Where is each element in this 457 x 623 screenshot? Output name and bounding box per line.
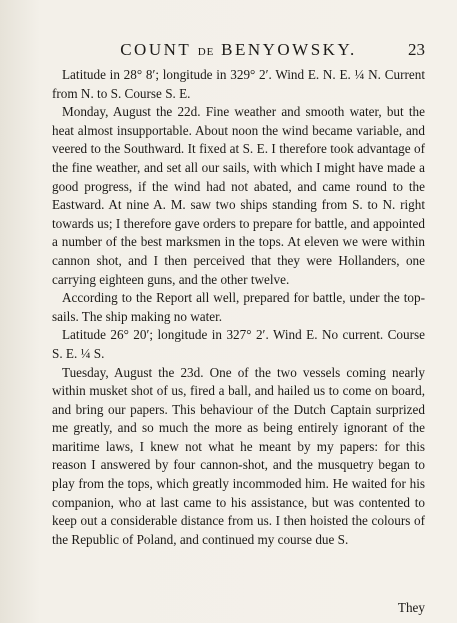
paragraph-monday-entry: Monday, August the 22d. Fine weather and smooth water, but the heat almost insupportable. About noon the wind became variable, and veered to the Southward. It fixed at S. E. I therefore took advantage of the fine weather, and set all our sails, with which I might have made a good progress, if the wind had not abated, and came round to the Eastward. At nine A. M. saw two ships standing from S. to N. right towards us; I therefore gave orders to prepare for battle, and appointed a number of the best marksmen in the tops. At eleven we were within cannon shot, and I then perceived that they were Hollanders, one carrying eighteen guns, and the other twelve. [52,104,425,287]
running-title-count: COUNT [120,40,191,59]
running-header [52,40,425,66]
paragraph-tuesday-entry: Tuesday, August the 23d. One of the two vessels coming nearly within musket shot of us, fired a ball, and hailed us to come on board, and bring our papers. This behaviour of the Dutch Captain surprized me greatly, and so much the more as being entirely ignorant of the maritime laws, I knew not what he meant by my papers: for this reason I answered by four cannon-shot, and the musquetry began to play from the tops, which greatly incommoded him. He waited for his companion, who at last came to his assistance, but was contented to keep out a considerable distance from us. I then hoisted the colours of the Republic of Poland, and continued my course due S. [52,364,425,547]
running-title-de: DE [197,46,215,58]
catchword: They [397,600,425,615]
running-title-benyowsky: BENYOWSKY. [221,40,357,59]
paragraph-position-2: Latitude 26° 20′; longitude in 327° 2′. Wind E. No current. Course S. E. ¼ S. [52,327,425,361]
body-text [52,66,425,549]
page-number: 23 [408,40,425,59]
paragraph-position-1: Latitude in 28° 8′; longitude in 329° 2′. Wind E. N. E. ¼ N. Current from N. to S. Course S. E. [52,67,425,101]
paragraph-report-1: According to the Report all well, prepared for battle, under the top-sails. The ship making no water. [52,290,425,324]
